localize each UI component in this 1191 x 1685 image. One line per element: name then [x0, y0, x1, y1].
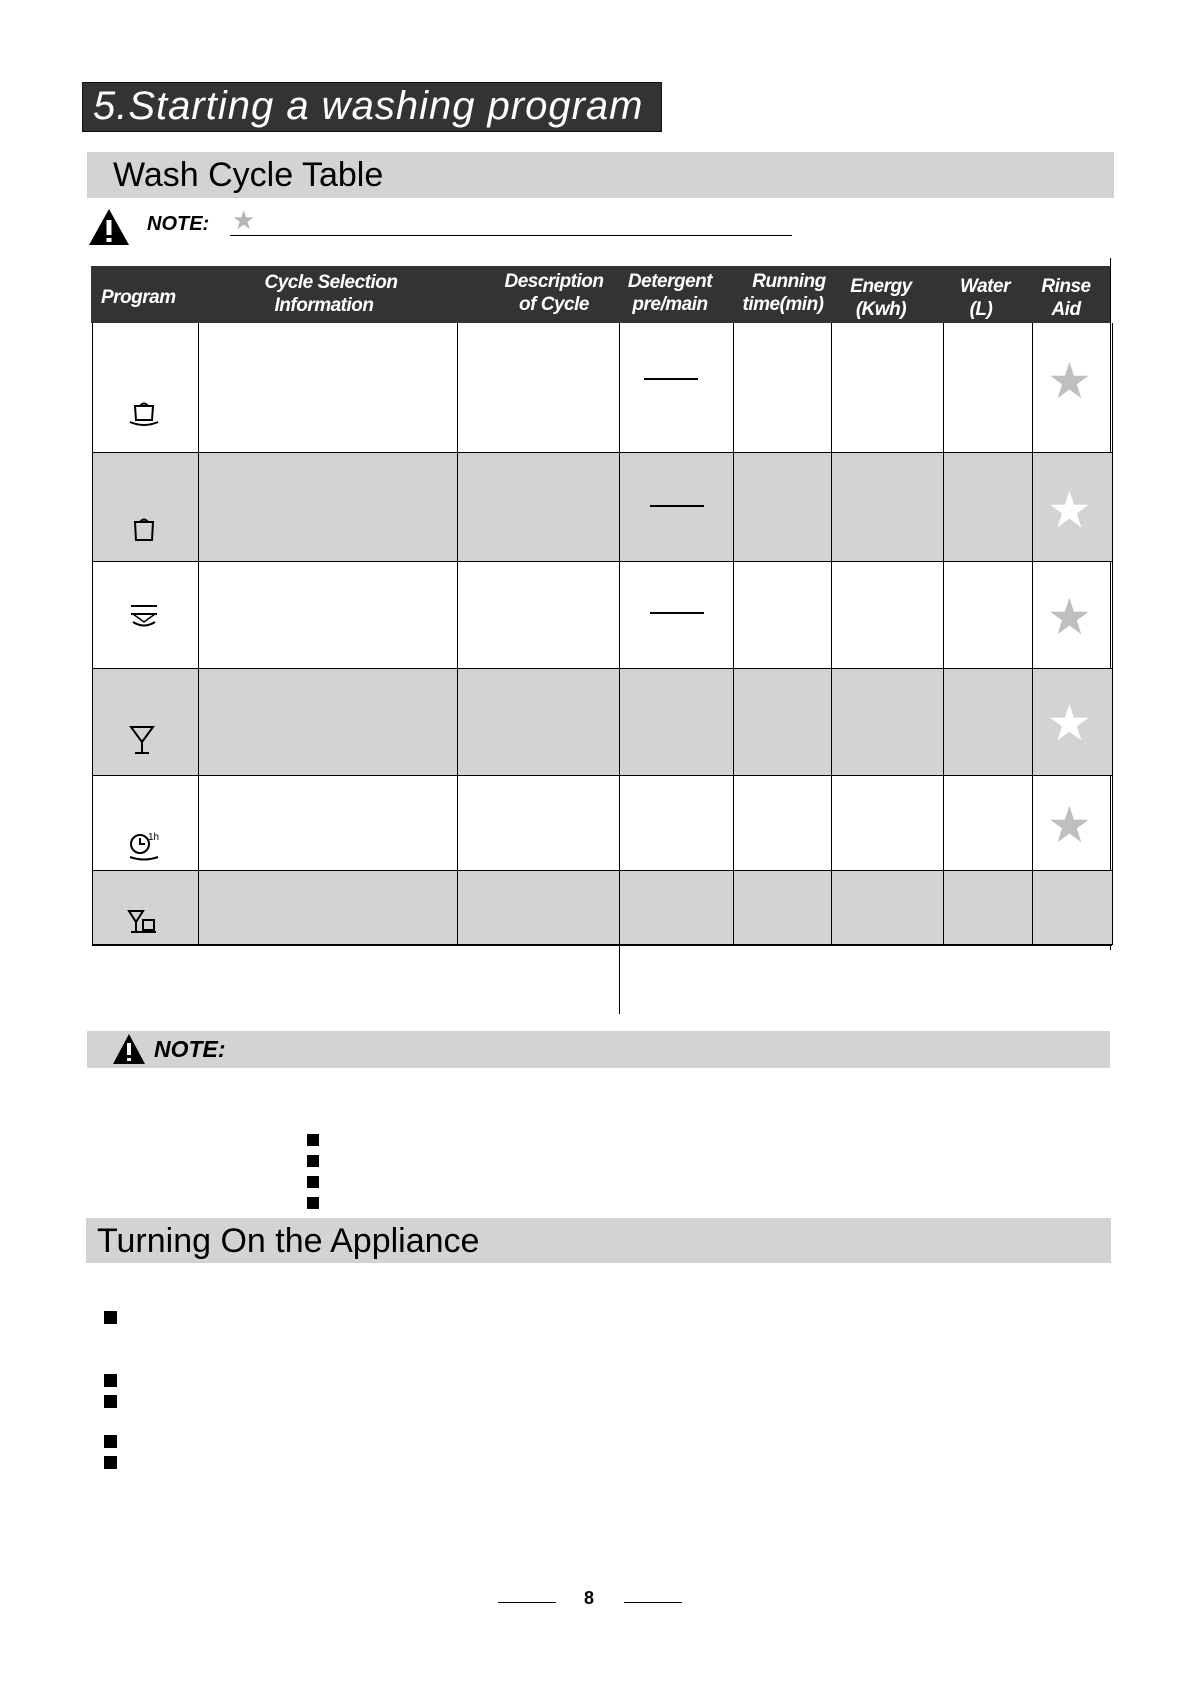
column-divider — [831, 668, 832, 776]
column-divider — [943, 323, 944, 452]
note-underline — [230, 235, 792, 236]
table-row — [92, 870, 1112, 945]
table-row — [92, 452, 1112, 562]
wash-cycle-heading-bar — [87, 152, 1114, 198]
table-row — [92, 323, 1112, 452]
column-divider — [198, 776, 199, 870]
column-divider — [457, 870, 458, 945]
intensive-pot-icon — [127, 398, 161, 433]
table-row — [92, 668, 1112, 776]
table-bottom-border — [92, 945, 1112, 946]
one-hour-icon — [127, 830, 163, 867]
column-divider — [1112, 323, 1113, 452]
note-label: NOTE: — [147, 213, 210, 235]
column-divider — [457, 323, 458, 452]
header-running-time — [734, 270, 832, 316]
column-divider — [733, 870, 734, 945]
column-divider — [198, 323, 199, 452]
page-number-rule — [624, 1602, 682, 1603]
bullet-square — [307, 1197, 319, 1209]
header-cycle-selection — [251, 271, 411, 317]
rinse-aid-star-icon: ★ — [1047, 353, 1092, 409]
glass-icon — [127, 724, 157, 761]
column-divider — [943, 452, 944, 562]
column-divider — [831, 562, 832, 668]
warning-icon — [112, 1033, 146, 1065]
note-bar — [87, 1031, 1110, 1068]
rinse-aid-star-icon: ★ — [1047, 695, 1092, 751]
turning-on-heading-bar — [86, 1218, 1111, 1263]
header-rinse-line2: Aid — [1051, 299, 1081, 320]
column-divider — [1112, 668, 1113, 776]
detergent-dash — [644, 378, 698, 380]
rinse-aid-star-icon: ★ — [1047, 589, 1092, 645]
detergent-dash — [650, 505, 704, 507]
table-header — [91, 266, 1111, 323]
column-divider — [198, 668, 199, 776]
column-divider — [1032, 562, 1033, 668]
header-detergent-line1: Detergent — [627, 271, 713, 292]
header-description-line1: Description — [504, 271, 604, 292]
table-row — [92, 776, 1112, 870]
column-divider — [733, 776, 734, 870]
column-divider — [92, 323, 93, 452]
header-rinse-aid — [1031, 275, 1101, 321]
svg-text:1h: 1h — [148, 832, 160, 843]
header-running-line1: Running — [752, 271, 826, 292]
bullet-square — [307, 1176, 319, 1188]
header-cycle-selection-line1: Cycle Selection — [264, 272, 398, 293]
wash-cycle-heading: Wash Cycle Table — [113, 156, 384, 194]
column-divider — [943, 870, 944, 945]
normal-pot-icon — [127, 514, 161, 549]
header-water — [941, 275, 1021, 321]
bullet-square — [307, 1155, 319, 1167]
rinse-aid-star-icon: ★ — [1047, 797, 1092, 853]
bullet-square — [104, 1374, 117, 1387]
header-detergent-line2: pre/main — [632, 294, 708, 315]
column-divider — [1112, 870, 1113, 945]
column-divider — [831, 452, 832, 562]
header-description-line2: of Cycle — [519, 294, 589, 315]
header-program: Program — [101, 287, 176, 308]
turning-on-heading: Turning On the Appliance — [97, 1222, 480, 1260]
header-water-line2: (L) — [969, 299, 993, 320]
star-icon: ★ — [232, 205, 256, 235]
table-row — [92, 562, 1112, 668]
header-energy-line2: (Kwh) — [855, 299, 907, 320]
column-divider — [92, 776, 93, 870]
column-divider — [1032, 323, 1033, 452]
column-divider — [943, 668, 944, 776]
header-description — [495, 270, 613, 316]
column-divider — [457, 562, 458, 668]
table-divider-extension — [619, 946, 620, 1014]
column-divider — [733, 452, 734, 562]
header-energy-line1: Energy — [850, 276, 912, 297]
column-divider — [1032, 870, 1033, 945]
eco-plates-icon — [127, 602, 161, 637]
detergent-dash — [650, 612, 704, 614]
column-divider — [198, 452, 199, 562]
page-number-rule — [498, 1602, 556, 1603]
column-divider — [198, 870, 199, 945]
header-rinse-line1: Rinse — [1041, 276, 1091, 297]
column-divider — [619, 870, 620, 945]
section-heading — [82, 82, 662, 132]
column-divider — [831, 870, 832, 945]
column-divider — [92, 562, 93, 668]
rapid-glass-cup-icon — [127, 908, 161, 941]
column-divider — [1032, 452, 1033, 562]
column-divider — [733, 323, 734, 452]
column-divider — [92, 668, 93, 776]
header-energy — [836, 275, 926, 321]
column-divider — [1112, 776, 1113, 870]
section-heading-text: 5.Starting a washing program — [93, 84, 644, 128]
column-divider — [619, 776, 620, 870]
column-divider — [619, 562, 620, 668]
column-divider — [1112, 562, 1113, 668]
column-divider — [457, 452, 458, 562]
page-number: 8 — [584, 1588, 595, 1608]
column-divider — [831, 323, 832, 452]
bullet-square — [104, 1456, 117, 1469]
column-divider — [619, 668, 620, 776]
bullet-square — [104, 1435, 117, 1448]
column-divider — [943, 776, 944, 870]
column-divider — [831, 776, 832, 870]
column-divider — [1112, 452, 1113, 562]
rinse-aid-star-icon: ★ — [1047, 482, 1092, 538]
column-divider — [457, 776, 458, 870]
column-divider — [733, 668, 734, 776]
column-divider — [943, 562, 944, 668]
header-detergent — [617, 270, 723, 316]
column-divider — [92, 870, 93, 945]
header-water-line1: Water — [960, 276, 1010, 297]
header-cycle-selection-line2: Information — [274, 295, 374, 316]
column-divider — [733, 562, 734, 668]
column-divider — [619, 452, 620, 562]
bullet-square — [307, 1134, 319, 1146]
column-divider — [1032, 668, 1033, 776]
note-label: NOTE: — [154, 1036, 226, 1062]
column-divider — [198, 562, 199, 668]
column-divider — [1032, 776, 1033, 870]
warning-icon — [88, 208, 130, 246]
column-divider — [457, 668, 458, 776]
column-divider — [619, 323, 620, 452]
bullet-square — [104, 1311, 117, 1324]
header-running-line2: time(min) — [742, 294, 824, 315]
bullet-square — [104, 1395, 117, 1408]
column-divider — [92, 452, 93, 562]
